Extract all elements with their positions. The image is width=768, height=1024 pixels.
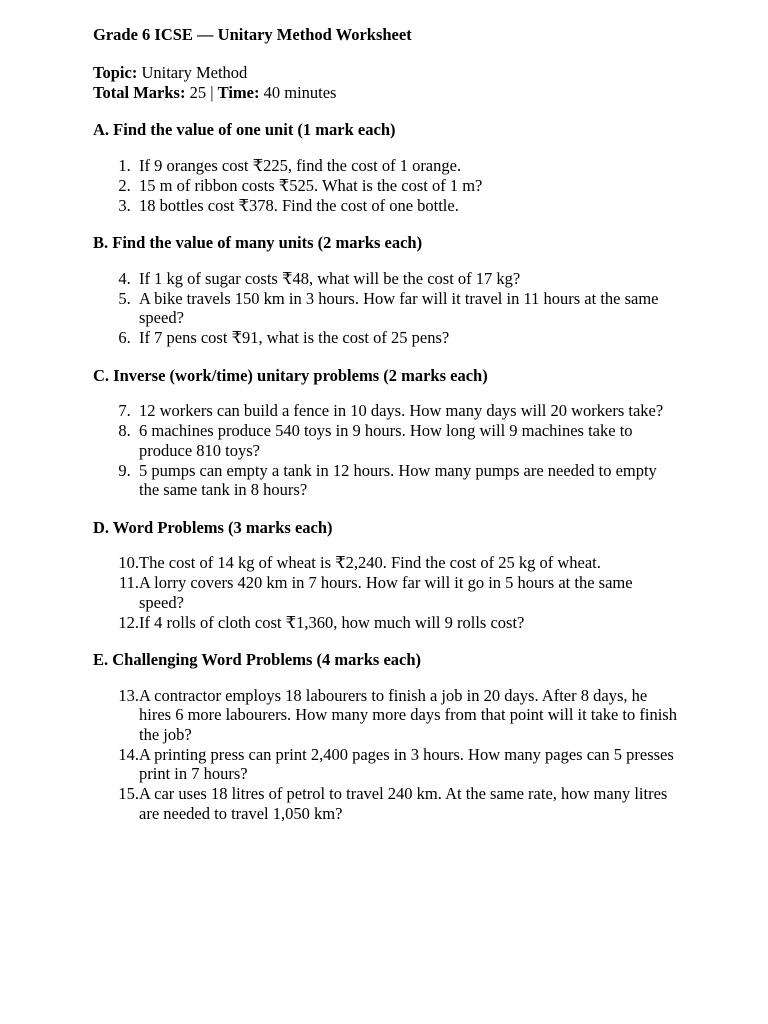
question-number: 3. <box>118 195 131 215</box>
question-text: If 7 pens cost ₹91, what is the cost of 25 pens? <box>139 328 450 347</box>
question-item <box>93 461 678 500</box>
topic-line <box>93 63 678 83</box>
worksheet-page <box>93 25 678 841</box>
question-text: If 9 oranges cost ₹225, find the cost of 1 orange. <box>139 155 462 175</box>
question-item <box>93 196 678 216</box>
question-number: 12. <box>118 612 139 632</box>
question-text: The cost of 14 kg of wheat is ₹2,240. Find the cost of 25 kg of wheat. <box>139 553 601 572</box>
section-d-questions <box>93 553 678 632</box>
worksheet-meta <box>93 63 678 102</box>
question-item <box>93 289 678 328</box>
section-c-heading: C. Inverse (work/time) unitary problems (2 marks each) <box>93 365 488 385</box>
section-a-heading: A. Find the value of one unit (1 mark each) <box>93 120 396 139</box>
question-item <box>93 553 678 573</box>
time-label: Time: <box>217 82 260 102</box>
total-marks-value: 25 <box>189 82 207 102</box>
question-item <box>93 176 678 196</box>
topic-label: Topic: <box>93 63 138 82</box>
question-text: If 1 kg of sugar costs ₹48, what will be the cost of 17 kg? <box>139 268 521 288</box>
total-marks-label: Total Marks: <box>93 82 186 102</box>
question-text: 18 bottles cost ₹378. Find the cost of one bottle. <box>139 195 459 215</box>
question-item <box>93 401 678 421</box>
section-b-questions <box>93 269 678 348</box>
section-a-questions <box>93 156 678 216</box>
question-number: 6. <box>118 328 131 347</box>
question-number: 13. <box>118 685 139 705</box>
question-item <box>93 156 678 176</box>
section-b-heading: B. Find the value of many units (2 marks each) <box>93 233 423 252</box>
marks-time-line <box>93 83 678 103</box>
topic-value: Unitary Method <box>141 63 248 82</box>
question-item <box>93 328 678 348</box>
section-d-heading: D. Word Problems (3 marks each) <box>93 517 333 537</box>
question-number: 7. <box>118 401 131 420</box>
question-item <box>93 686 678 745</box>
question-text: A printing press can print 2,400 pages in 3 hours. How many pages can 5 presses print in 7 hours? <box>139 744 674 783</box>
section-c-questions <box>93 401 678 500</box>
question-text: A contractor employs 18 labourers to finish a job in 20 days. After 8 days, he hires 6 more labourers. How many more days from that point will it take to finish the job? <box>139 685 677 744</box>
question-text: A bike travels 150 km in 3 hours. How far will it travel in 11 hours at the same speed? <box>139 288 659 327</box>
question-number: 2. <box>118 175 131 195</box>
section-e-questions <box>93 686 678 824</box>
question-text: 12 workers can build a fence in 10 days. How many days will 20 workers take? <box>139 401 664 420</box>
question-item <box>93 573 678 612</box>
question-text: 15 m of ribbon costs ₹525. What is the cost of 1 m? <box>139 175 483 195</box>
worksheet-title: Grade 6 ICSE — Unitary Method Worksheet <box>93 25 412 44</box>
question-number: 5. <box>118 288 131 308</box>
question-number: 4. <box>118 268 131 288</box>
meta-separator: | <box>210 82 214 102</box>
question-number: 15. <box>118 784 139 803</box>
time-value: 40 minutes <box>263 82 337 102</box>
question-number: 9. <box>118 460 131 480</box>
question-text: A car uses 18 litres of petrol to travel 240 km. At the same rate, how many litres are needed to travel 1,050 km? <box>139 784 668 823</box>
question-text: A lorry covers 420 km in 7 hours. How far will it go in 5 hours at the same speed? <box>139 573 633 612</box>
question-number: 1. <box>118 155 131 175</box>
question-text: 6 machines produce 540 toys in 9 hours. How long will 9 machines take to produce 810 toys? <box>139 421 633 460</box>
question-number: 10. <box>118 553 139 572</box>
question-number: 8. <box>118 421 131 440</box>
question-number: 11. <box>118 573 139 592</box>
question-text: If 4 rolls of cloth cost ₹1,360, how much will 9 rolls cost? <box>139 612 525 632</box>
question-item <box>93 421 678 460</box>
question-item <box>93 784 678 823</box>
question-item <box>93 745 678 784</box>
section-e-heading: E. Challenging Word Problems (4 marks each) <box>93 650 422 669</box>
question-number: 14. <box>118 744 139 764</box>
question-item <box>93 269 678 289</box>
question-text: 5 pumps can empty a tank in 12 hours. How many pumps are needed to empty the same tank in 8 hours? <box>139 460 657 499</box>
question-item <box>93 613 678 633</box>
